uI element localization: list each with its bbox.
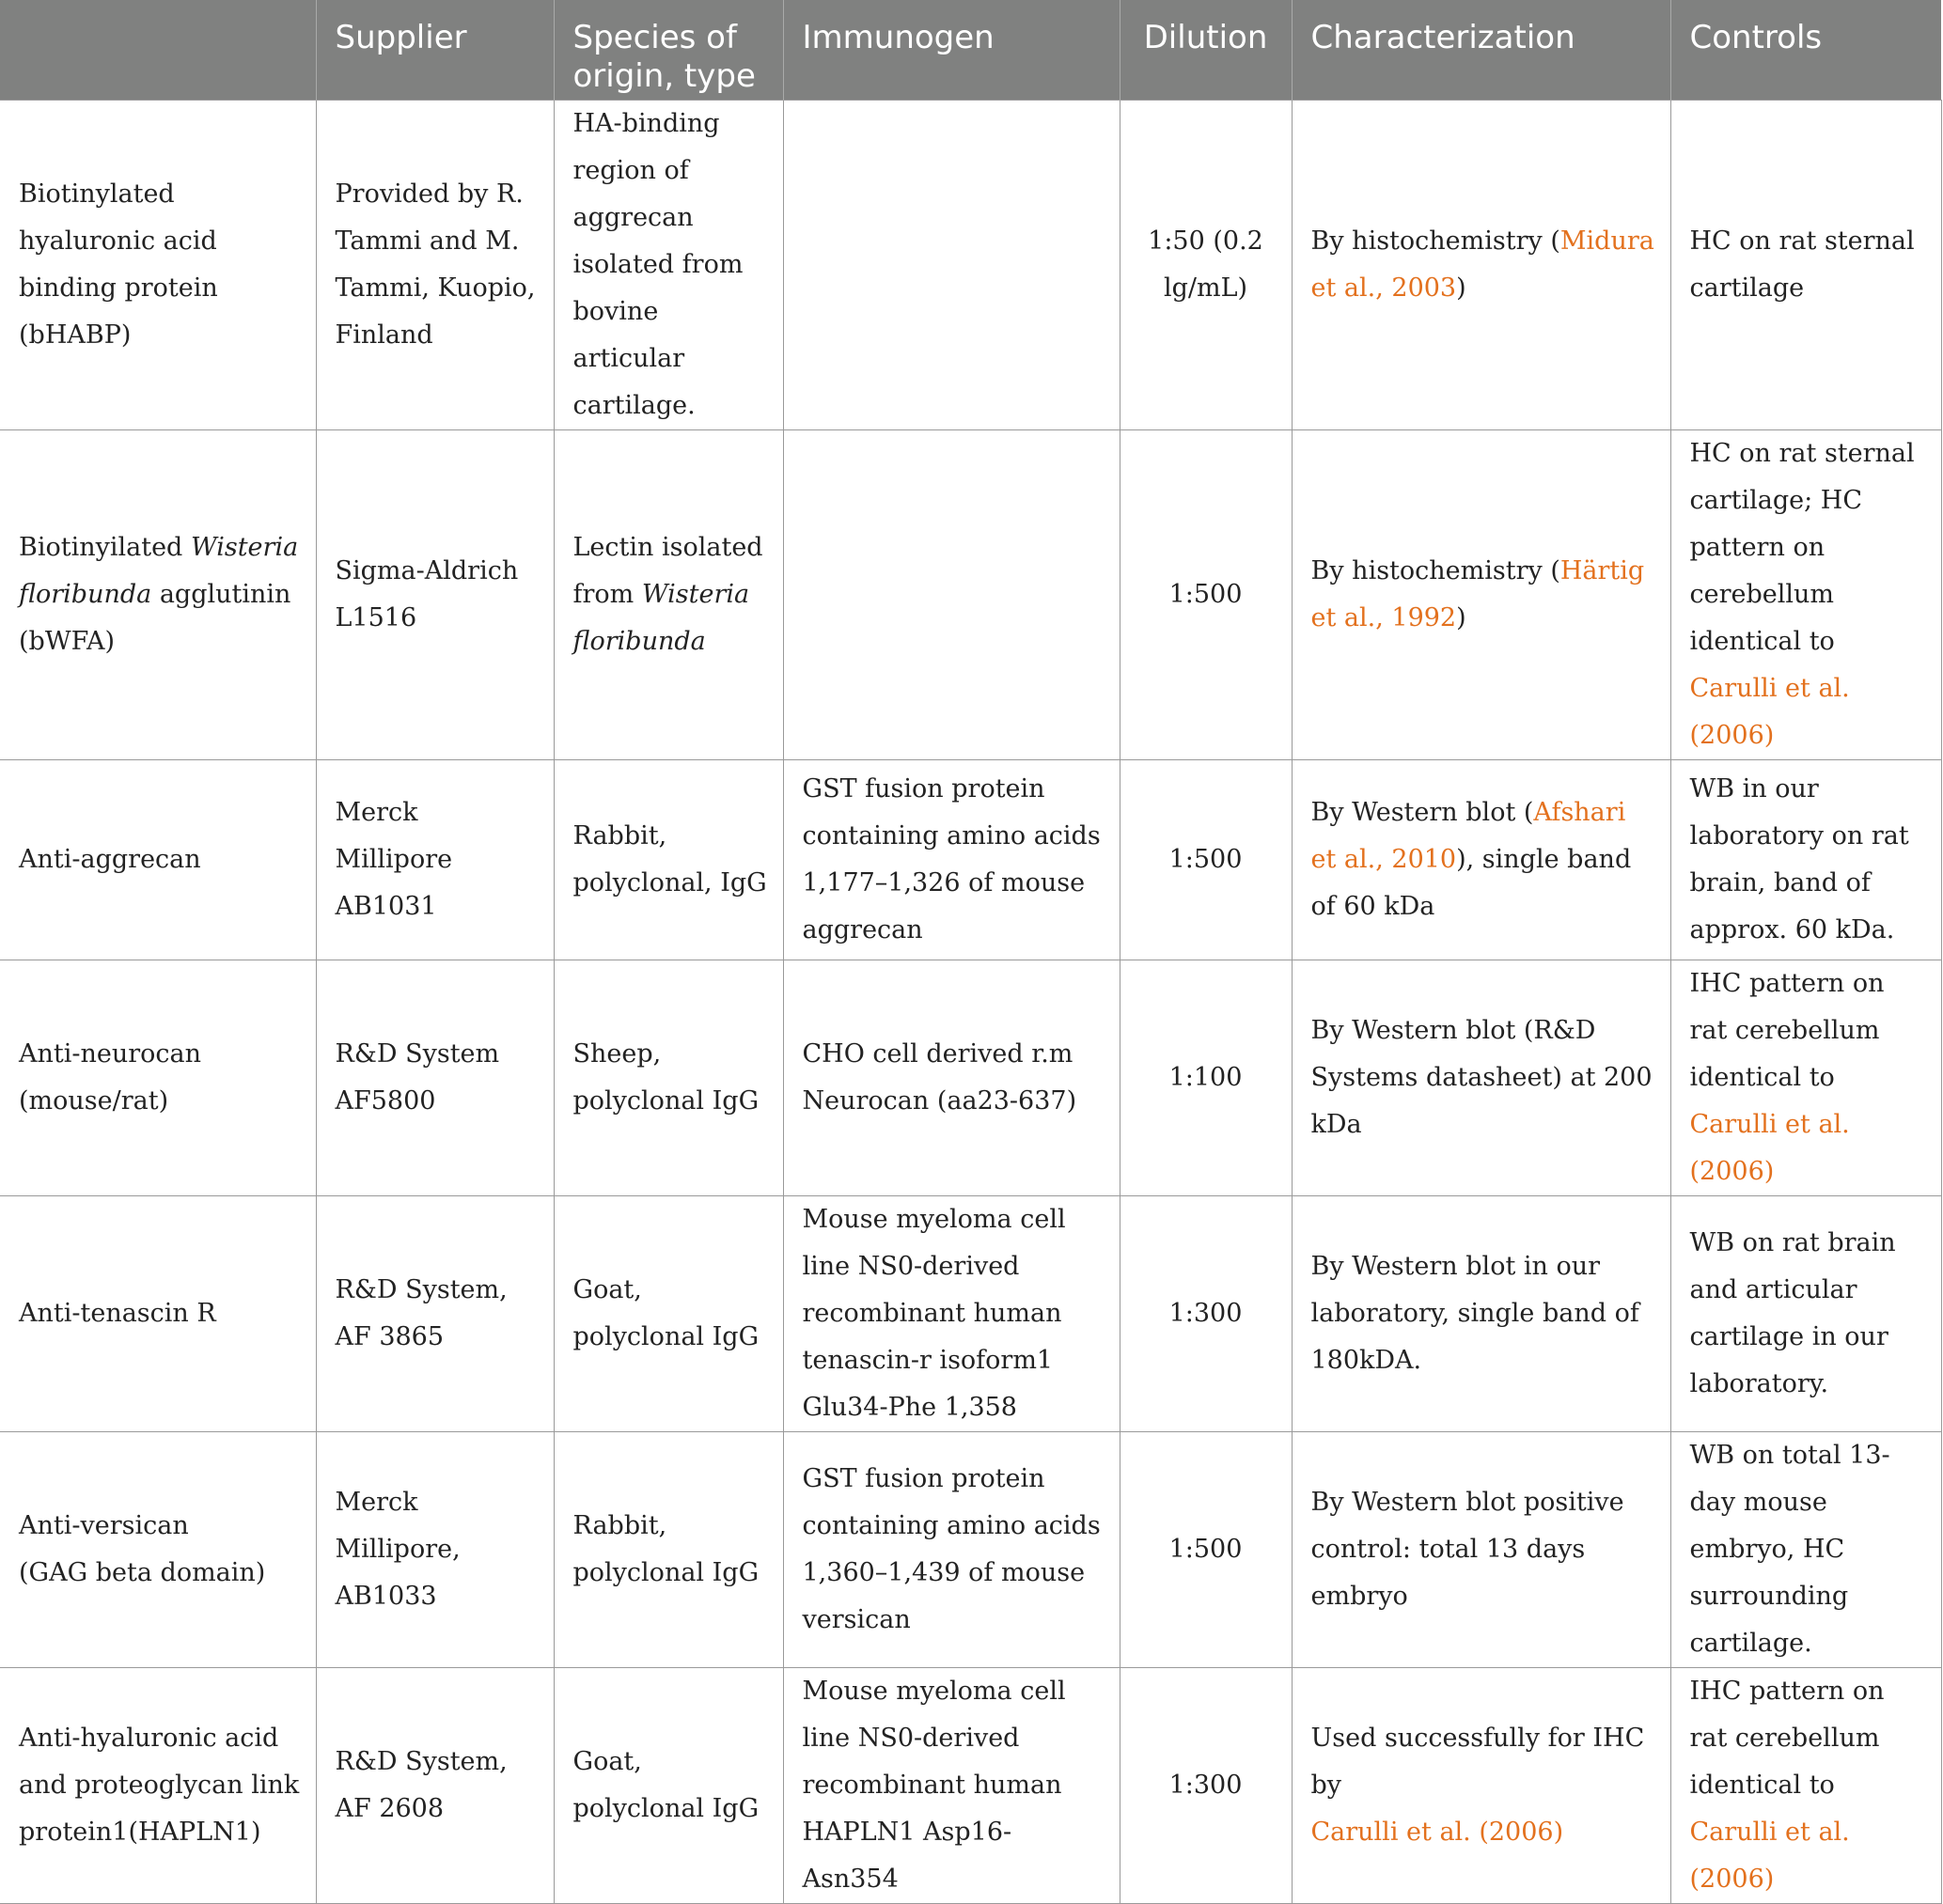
cell-species: Rabbit, polyclonal IgG [554,1432,783,1668]
cell-species: Goat, polyclonal IgG [554,1668,783,1904]
species-text: Lectin isolated from [572,533,763,609]
name-italic: Wisteria floribunda [19,533,299,609]
cell-supplier: Merck Millipore, AB1033 [316,1432,554,1668]
cell-supplier: R&D System, AF 3865 [316,1196,554,1432]
cell-species: Goat, polyclonal IgG [554,1196,783,1432]
cell-name: Anti-tenascin R [0,1196,316,1432]
cell-characterization [1292,430,1670,760]
header-immunogen: Immunogen [783,0,1120,101]
cell-characterization [1292,101,1670,430]
controls-text: HC on rat sternal cartilage; HC pattern on cerebellum identical to [1689,439,1915,656]
cell-controls [1670,960,1941,1196]
cell-dilution: 1:300 [1120,1668,1292,1904]
header-characterization: Characterization [1292,0,1670,101]
characterization-text: ), single band of 60 kDa [1310,845,1632,921]
table-row [0,1668,1941,1904]
cell-dilution: 1:300 [1120,1196,1292,1432]
characterization-text: ) [1456,273,1466,303]
table-row [0,760,1941,960]
header-controls: Controls [1670,0,1941,101]
characterization-text: By Western blot ( [1310,798,1534,827]
characterization-text: ) [1456,603,1466,632]
table-row [0,430,1941,760]
header-dilution: Dilution [1120,0,1292,101]
cell-dilution: 1:500 [1120,1432,1292,1668]
cell-name [0,430,316,760]
cell-species: Rabbit, polyclonal, IgG [554,760,783,960]
cell-controls: WB in our laboratory on rat brain, band of approx. 60 kDa. [1670,760,1941,960]
citation-link[interactable]: Carulli et al. (2006) [1310,1818,1564,1847]
cell-controls [1670,1668,1941,1904]
cell-supplier: Provided by R. Tammi and M. Tammi, Kuopio, Finland [316,101,554,430]
table-row [0,1196,1941,1432]
cell-dilution: 1:50 (0.2 lg/mL) [1120,101,1292,430]
cell-characterization [1292,1668,1670,1904]
cell-characterization [1292,760,1670,960]
cell-immunogen [783,101,1120,430]
table-header-row [0,0,1941,101]
cell-name: Anti-hyaluronic acid and proteoglycan link protein1(HAPLN1) [0,1668,316,1904]
cell-controls: WB on total 13-day mouse embryo, HC surrounding cartilage. [1670,1432,1941,1668]
cell-immunogen [783,430,1120,760]
citation-link[interactable]: Afshari et al., 2010 [1310,798,1626,874]
cell-name [0,1432,316,1668]
cell-supplier: R&D System, AF 2608 [316,1668,554,1904]
cell-controls: WB on rat brain and articular cartilage in our laboratory. [1670,1196,1941,1432]
header-species: Species of origin, type [554,0,783,101]
citation-link[interactable]: Carulli et al. (2006) [1689,1818,1850,1894]
characterization-text: By histochemistry ( [1310,556,1560,585]
header-supplier: Supplier [316,0,554,101]
cell-species: Sheep, polyclonal IgG [554,960,783,1196]
cell-dilution: 1:100 [1120,960,1292,1196]
cell-characterization: By Western blot (R&D Systems datasheet) at 200 kDa [1292,960,1670,1196]
cell-species [554,430,783,760]
citation-link[interactable]: Carulli et al. (2006) [1689,674,1850,750]
cell-supplier: R&D System AF5800 [316,960,554,1196]
table-row [0,1432,1941,1668]
table-row [0,101,1941,430]
cell-immunogen: GST fusion protein containing amino acids 1,177–1,326 of mouse aggrecan [783,760,1120,960]
cell-immunogen: GST fusion protein containing amino acids 1,360–1,439 of mouse versican [783,1432,1120,1668]
citation-link[interactable]: Carulli et al. (2006) [1689,1110,1850,1186]
cell-species: HA-binding region of aggrecan isolated from bovine articular cartilage. [554,101,783,430]
cell-characterization: By Western blot positive control: total 13 days embryo [1292,1432,1670,1668]
cell-immunogen: Mouse myeloma cell line NS0-derived recombinant human HAPLN1 Asp16-Asn354 [783,1668,1120,1904]
table-row [0,960,1941,1196]
cell-dilution: 1:500 [1120,430,1292,760]
name-line: Anti-versican [19,1511,189,1540]
cell-name: Anti-neurocan (mouse/rat) [0,960,316,1196]
name-line: (GAG beta domain) [19,1558,266,1587]
cell-supplier: Merck Millipore AB1031 [316,760,554,960]
controls-text: IHC pattern on rat cerebellum identical to [1689,1677,1885,1800]
name-text: agglutinin (bWFA) [19,580,291,656]
citation-link[interactable]: Midura et al., 2003 [1310,226,1654,303]
cell-characterization: By Western blot in our laboratory, single band of 180kDA. [1292,1196,1670,1432]
cell-name: Anti-aggrecan [0,760,316,960]
citation-link[interactable]: Härtig et al., 1992 [1310,556,1645,632]
characterization-text: Used successfully for IHC by [1310,1724,1645,1800]
cell-name: Biotinylated hyaluronic acid binding protein (bHABP) [0,101,316,430]
name-text: Biotinyilated [19,533,191,562]
header-empty [0,0,316,101]
species-italic: Wisteria floribunda [572,580,750,656]
cell-immunogen: Mouse myeloma cell line NS0-derived recombinant human tenascin-r isoform1 Glu34-Phe 1,358 [783,1196,1120,1432]
controls-text: IHC pattern on rat cerebellum identical to [1689,969,1885,1092]
cell-dilution: 1:500 [1120,760,1292,960]
cell-immunogen: CHO cell derived r.m Neurocan (aa23-637) [783,960,1120,1196]
characterization-text: By histochemistry ( [1310,226,1560,256]
cell-supplier: Sigma-Aldrich L1516 [316,430,554,760]
cell-controls [1670,430,1941,760]
cell-controls: HC on rat sternal cartilage [1670,101,1941,430]
